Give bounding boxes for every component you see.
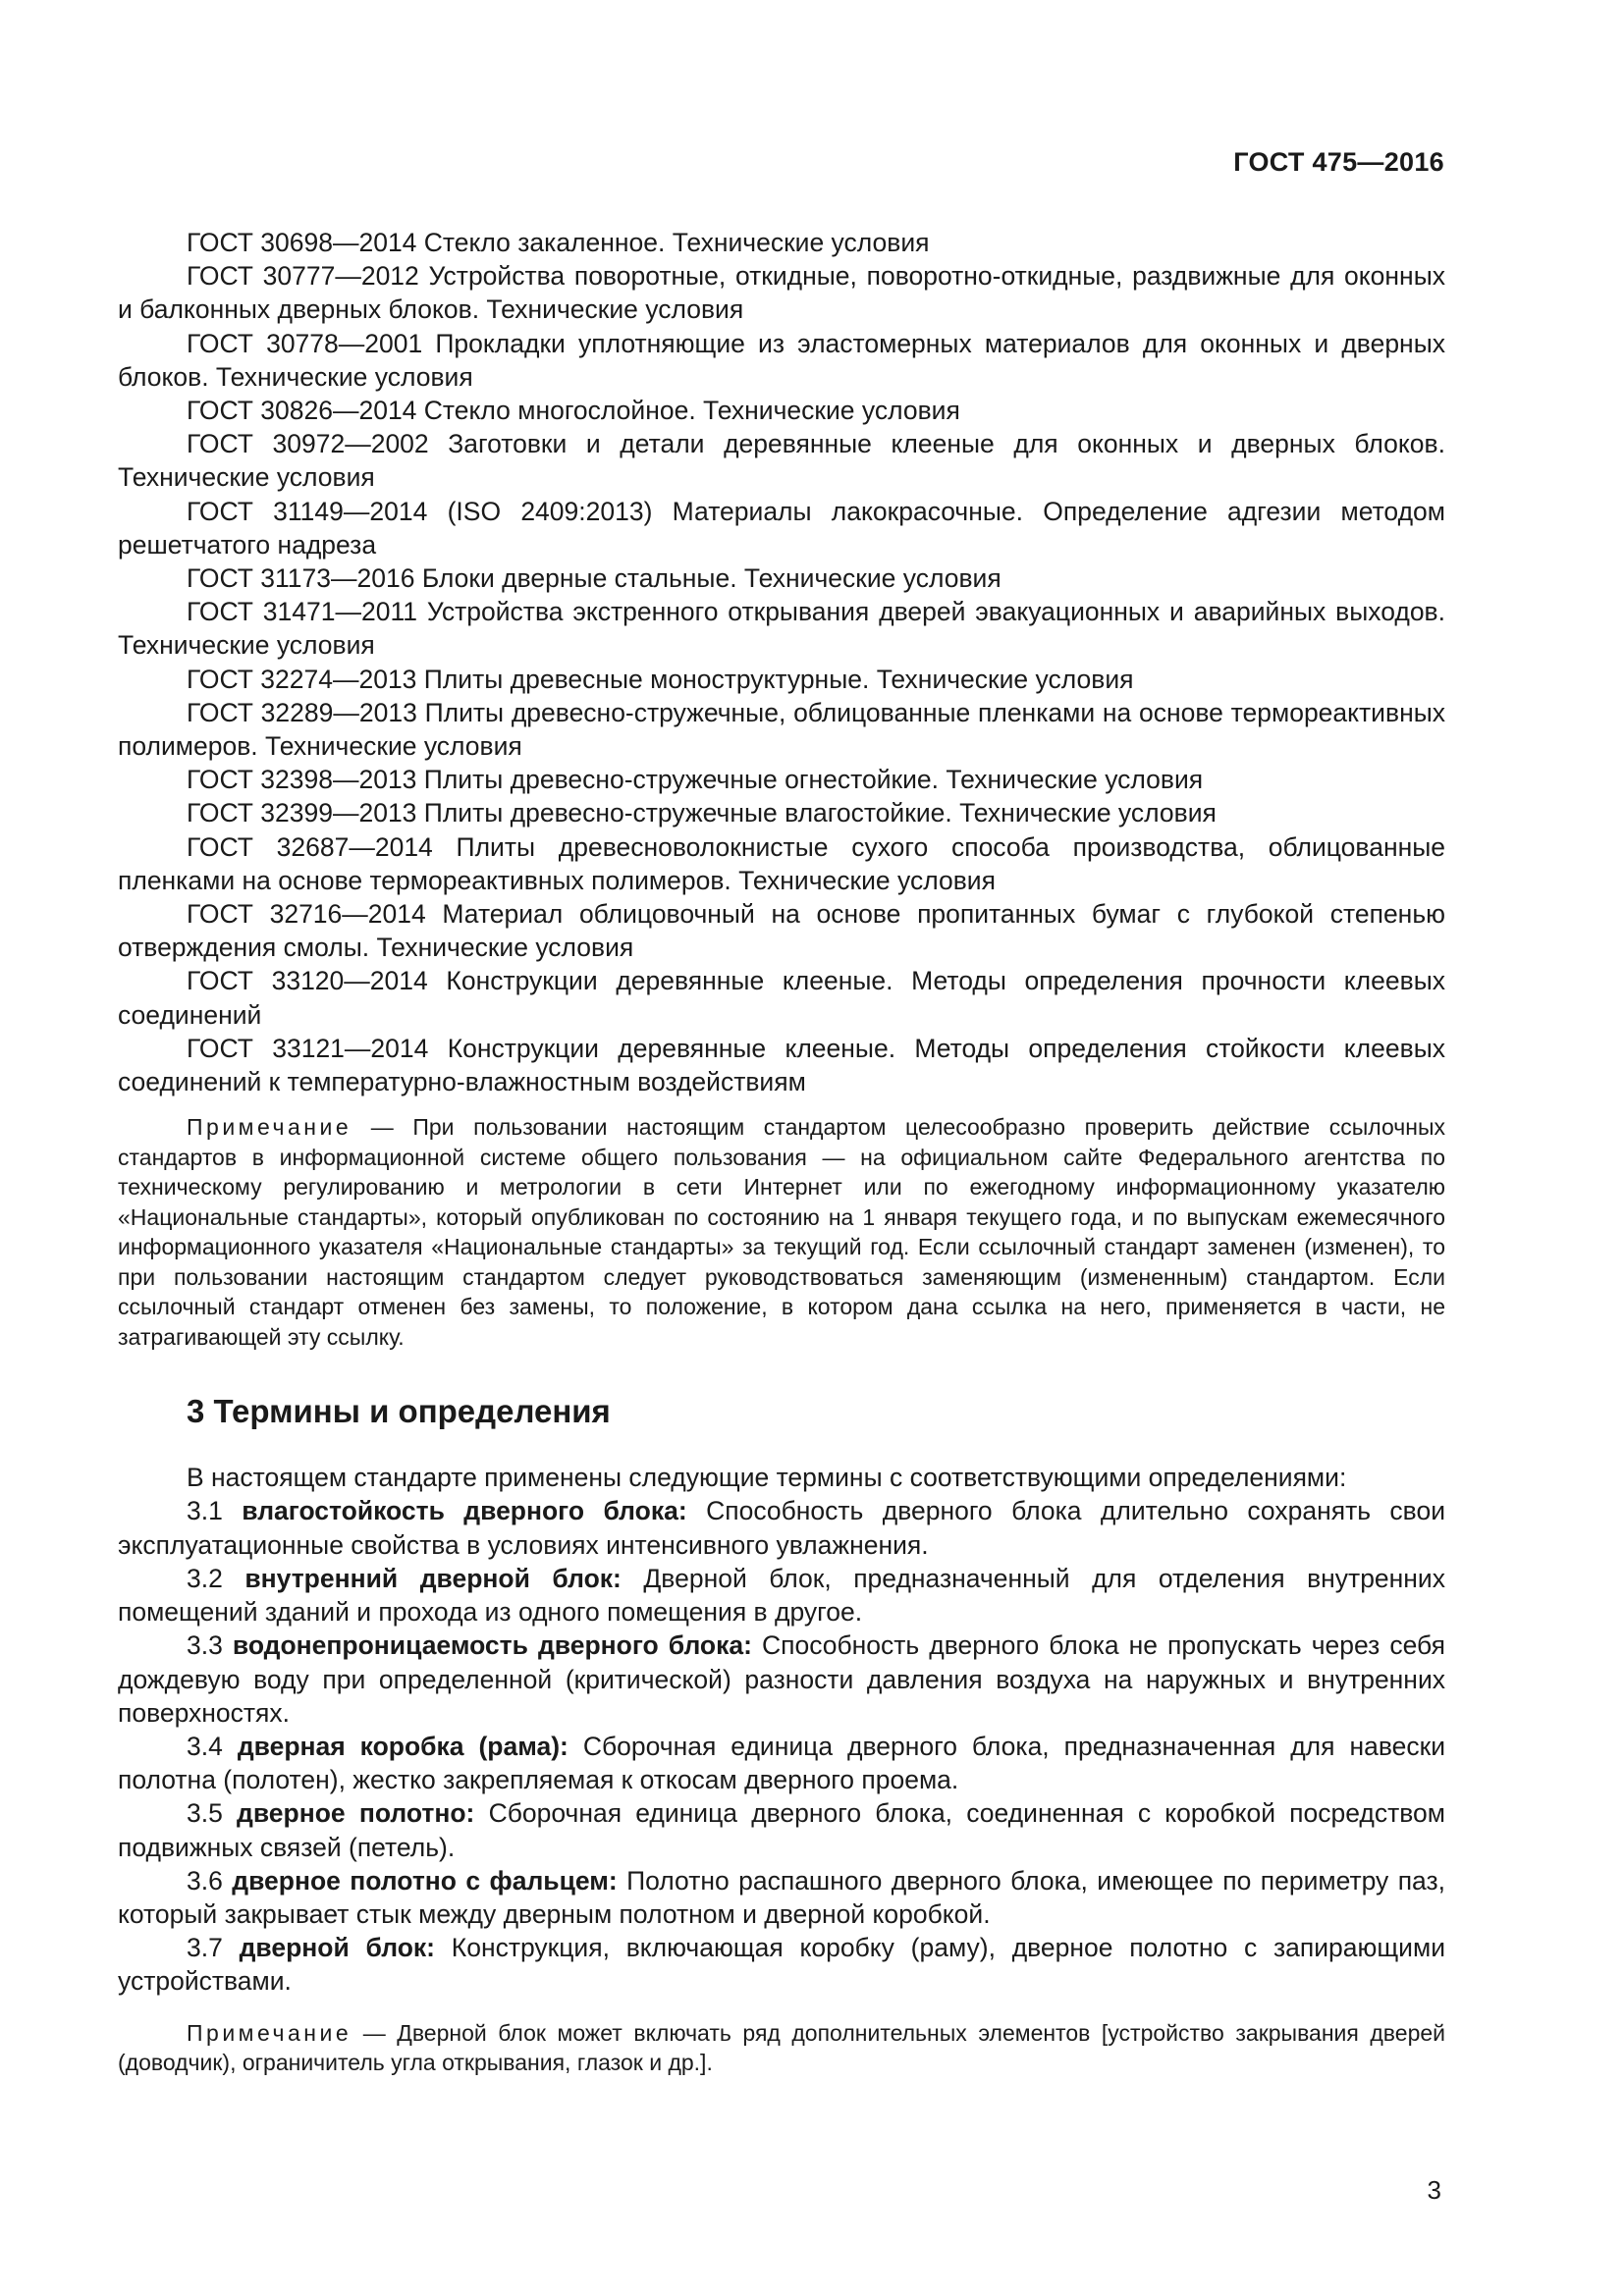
term-name: дверной блок:	[239, 1933, 436, 1963]
note-label: Примечание	[187, 2019, 352, 2046]
term-number: 3.1	[187, 1496, 243, 1526]
note-text: — При пользовании настоящим стандартом целесообразно проверить действие ссылочных стандартов в информационной системе общего пользования — на официальном сайте Федерального агентства по техническому регулированию и метрологии в сети Интернет или по ежегодному информационному указателю «Национальные стандарты», который опубликован по состоянию на 1 января текущего года, и по выпускам ежемесячного информационного указателя «Национальные стандарты» за текущий год. Если ссылочный стандарт заменен (изменен), то при пользовании настоящим стандартом следует руководствоваться заменяющим (измененным) стандартом. Если ссылочный стандарт отменен без замены, то положение, в котором дана ссылка на него, применяется в части, не затрагивающей эту ссылку.	[118, 1114, 1445, 1350]
term-text: Конструкция, включающая коробку (раму), дверное полотно с запирающими устройствами.	[118, 1933, 1445, 1997]
section-title: 3 Термины и определения	[187, 1393, 611, 1430]
reference-item: ГОСТ 32289—2013 Плиты древесно-стружечные, облицованные пленками на основе термореактивных полимеров. Технические условия	[118, 697, 1445, 762]
terms-list	[118, 1494, 1445, 1998]
term-number: 3.6	[187, 1865, 233, 1896]
reference-item: ГОСТ 31173—2016 Блоки дверные стальные. Технические условия	[187, 563, 1001, 594]
term-text: Способность дверного блока длительно сохранять свои эксплуатационные свойства в условиях интенсивного увлажнения.	[118, 1496, 1445, 1560]
term-number: 3.4	[187, 1731, 238, 1761]
note-text: — Дверной блок может включать ряд дополнительных элементов [устройство закрывания дверей (доводчик), ограничитель угла открывания, глазок и др.].	[118, 2019, 1445, 2076]
note-door-block	[118, 2018, 1445, 2078]
reference-item: ГОСТ 32274—2013 Плиты древесные моноструктурные. Технические условия	[187, 664, 1134, 694]
term-number: 3.5	[187, 1798, 238, 1829]
term-definition	[118, 1931, 1445, 1998]
reference-item: ГОСТ 31149—2014 (ISO 2409:2013) Материалы лакокрасочные. Определение адгезии методом решетчатого надреза	[118, 496, 1445, 560]
document-header: ГОСТ 475—2016	[1233, 147, 1444, 177]
term-name: дверное полотно с фальцем:	[232, 1865, 618, 1896]
references-list	[118, 226, 1445, 1098]
reference-item: ГОСТ 30777—2012 Устройства поворотные, откидные, поворотно-откидные, раздвижные для оконных и балконных дверных блоков. Технические условия	[118, 261, 1445, 325]
page-number: 3	[1427, 2175, 1441, 2205]
term-definition	[118, 1796, 1445, 1863]
reference-item: ГОСТ 32399—2013 Плиты древесно-стружечные влагостойкие. Технические условия	[187, 798, 1217, 828]
reference-item: ГОСТ 32398—2013 Плиты древесно-стружечные огнестойкие. Технические условия	[187, 765, 1204, 795]
term-definition	[118, 1494, 1445, 1561]
term-text: Дверной блок, предназначенный для отделения внутренних помещений зданий и прохода из одного помещения в другое.	[118, 1563, 1445, 1628]
term-number: 3.2	[187, 1563, 245, 1593]
term-text: Полотно распашного дверного блока, имеющее по периметру паз, который закрывает стык между дверным полотном и дверной коробкой.	[118, 1865, 1446, 1929]
reference-item: ГОСТ 32716—2014 Материал облицовочный на основе пропитанных бумаг с глубокой степенью отверждения смолы. Технические условия	[118, 899, 1445, 963]
term-number: 3.3	[187, 1630, 233, 1661]
term-text: Сборочная единица дверного блока, предназначенная для навески полотна (полотен), жестко закрепляемая к откосам дверного проема.	[118, 1731, 1445, 1795]
term-name: дверное полотно:	[237, 1798, 475, 1829]
reference-item: ГОСТ 33120—2014 Конструкции деревянные клееные. Методы определения прочности клеевых соединений	[118, 966, 1445, 1030]
term-text: Сборочная единица дверного блока, соединенная с коробкой посредством подвижных связей (петель).	[118, 1798, 1446, 1862]
term-text: Способность дверного блока не пропускать через себя дождевую воду при определенной (критической) разности давления воздуха на наружных и внутренних поверхностях.	[118, 1630, 1445, 1728]
reference-item: ГОСТ 30778—2001 Прокладки уплотняющие из эластомерных материалов для оконных и дверных блоков. Технические условия	[118, 328, 1445, 392]
term-definition	[118, 1864, 1445, 1931]
term-name: влагостойкость дверного блока:	[242, 1496, 687, 1526]
reference-item: ГОСТ 30972—2002 Заготовки и детали деревянные клееные для оконных и дверных блоков. Технические условия	[118, 429, 1445, 493]
term-definition	[118, 1629, 1445, 1730]
page-content	[118, 226, 1445, 2078]
reference-item: ГОСТ 30826—2014 Стекло многослойное. Технические условия	[187, 396, 960, 426]
term-definition	[118, 1730, 1445, 1796]
reference-item: ГОСТ 30698—2014 Стекло закаленное. Технические условия	[187, 228, 930, 257]
reference-item: ГОСТ 33121—2014 Конструкции деревянные клееные. Методы определения стойкости клеевых соединений к температурно-влажностным воздействиям	[118, 1033, 1445, 1097]
note-references	[118, 1112, 1445, 1352]
section-intro: В настоящем стандарте применены следующие термины с соответствующими определениями:	[187, 1463, 1347, 1493]
term-name: водонепроницаемость дверного блока:	[232, 1630, 752, 1661]
term-name: внутренний дверной блок:	[244, 1563, 622, 1593]
term-number: 3.7	[187, 1933, 240, 1963]
note-label: Примечание	[187, 1114, 352, 1141]
reference-item: ГОСТ 31471—2011 Устройства экстренного открывания дверей эвакуационных и аварийных выходов. Технические условия	[118, 597, 1445, 661]
term-definition	[118, 1562, 1445, 1629]
reference-item: ГОСТ 32687—2014 Плиты древесноволокнистые сухого способа производства, облицованные пленками на основе термореактивных полимеров. Технические условия	[118, 831, 1445, 895]
term-name: дверная коробка (рама):	[237, 1731, 568, 1761]
